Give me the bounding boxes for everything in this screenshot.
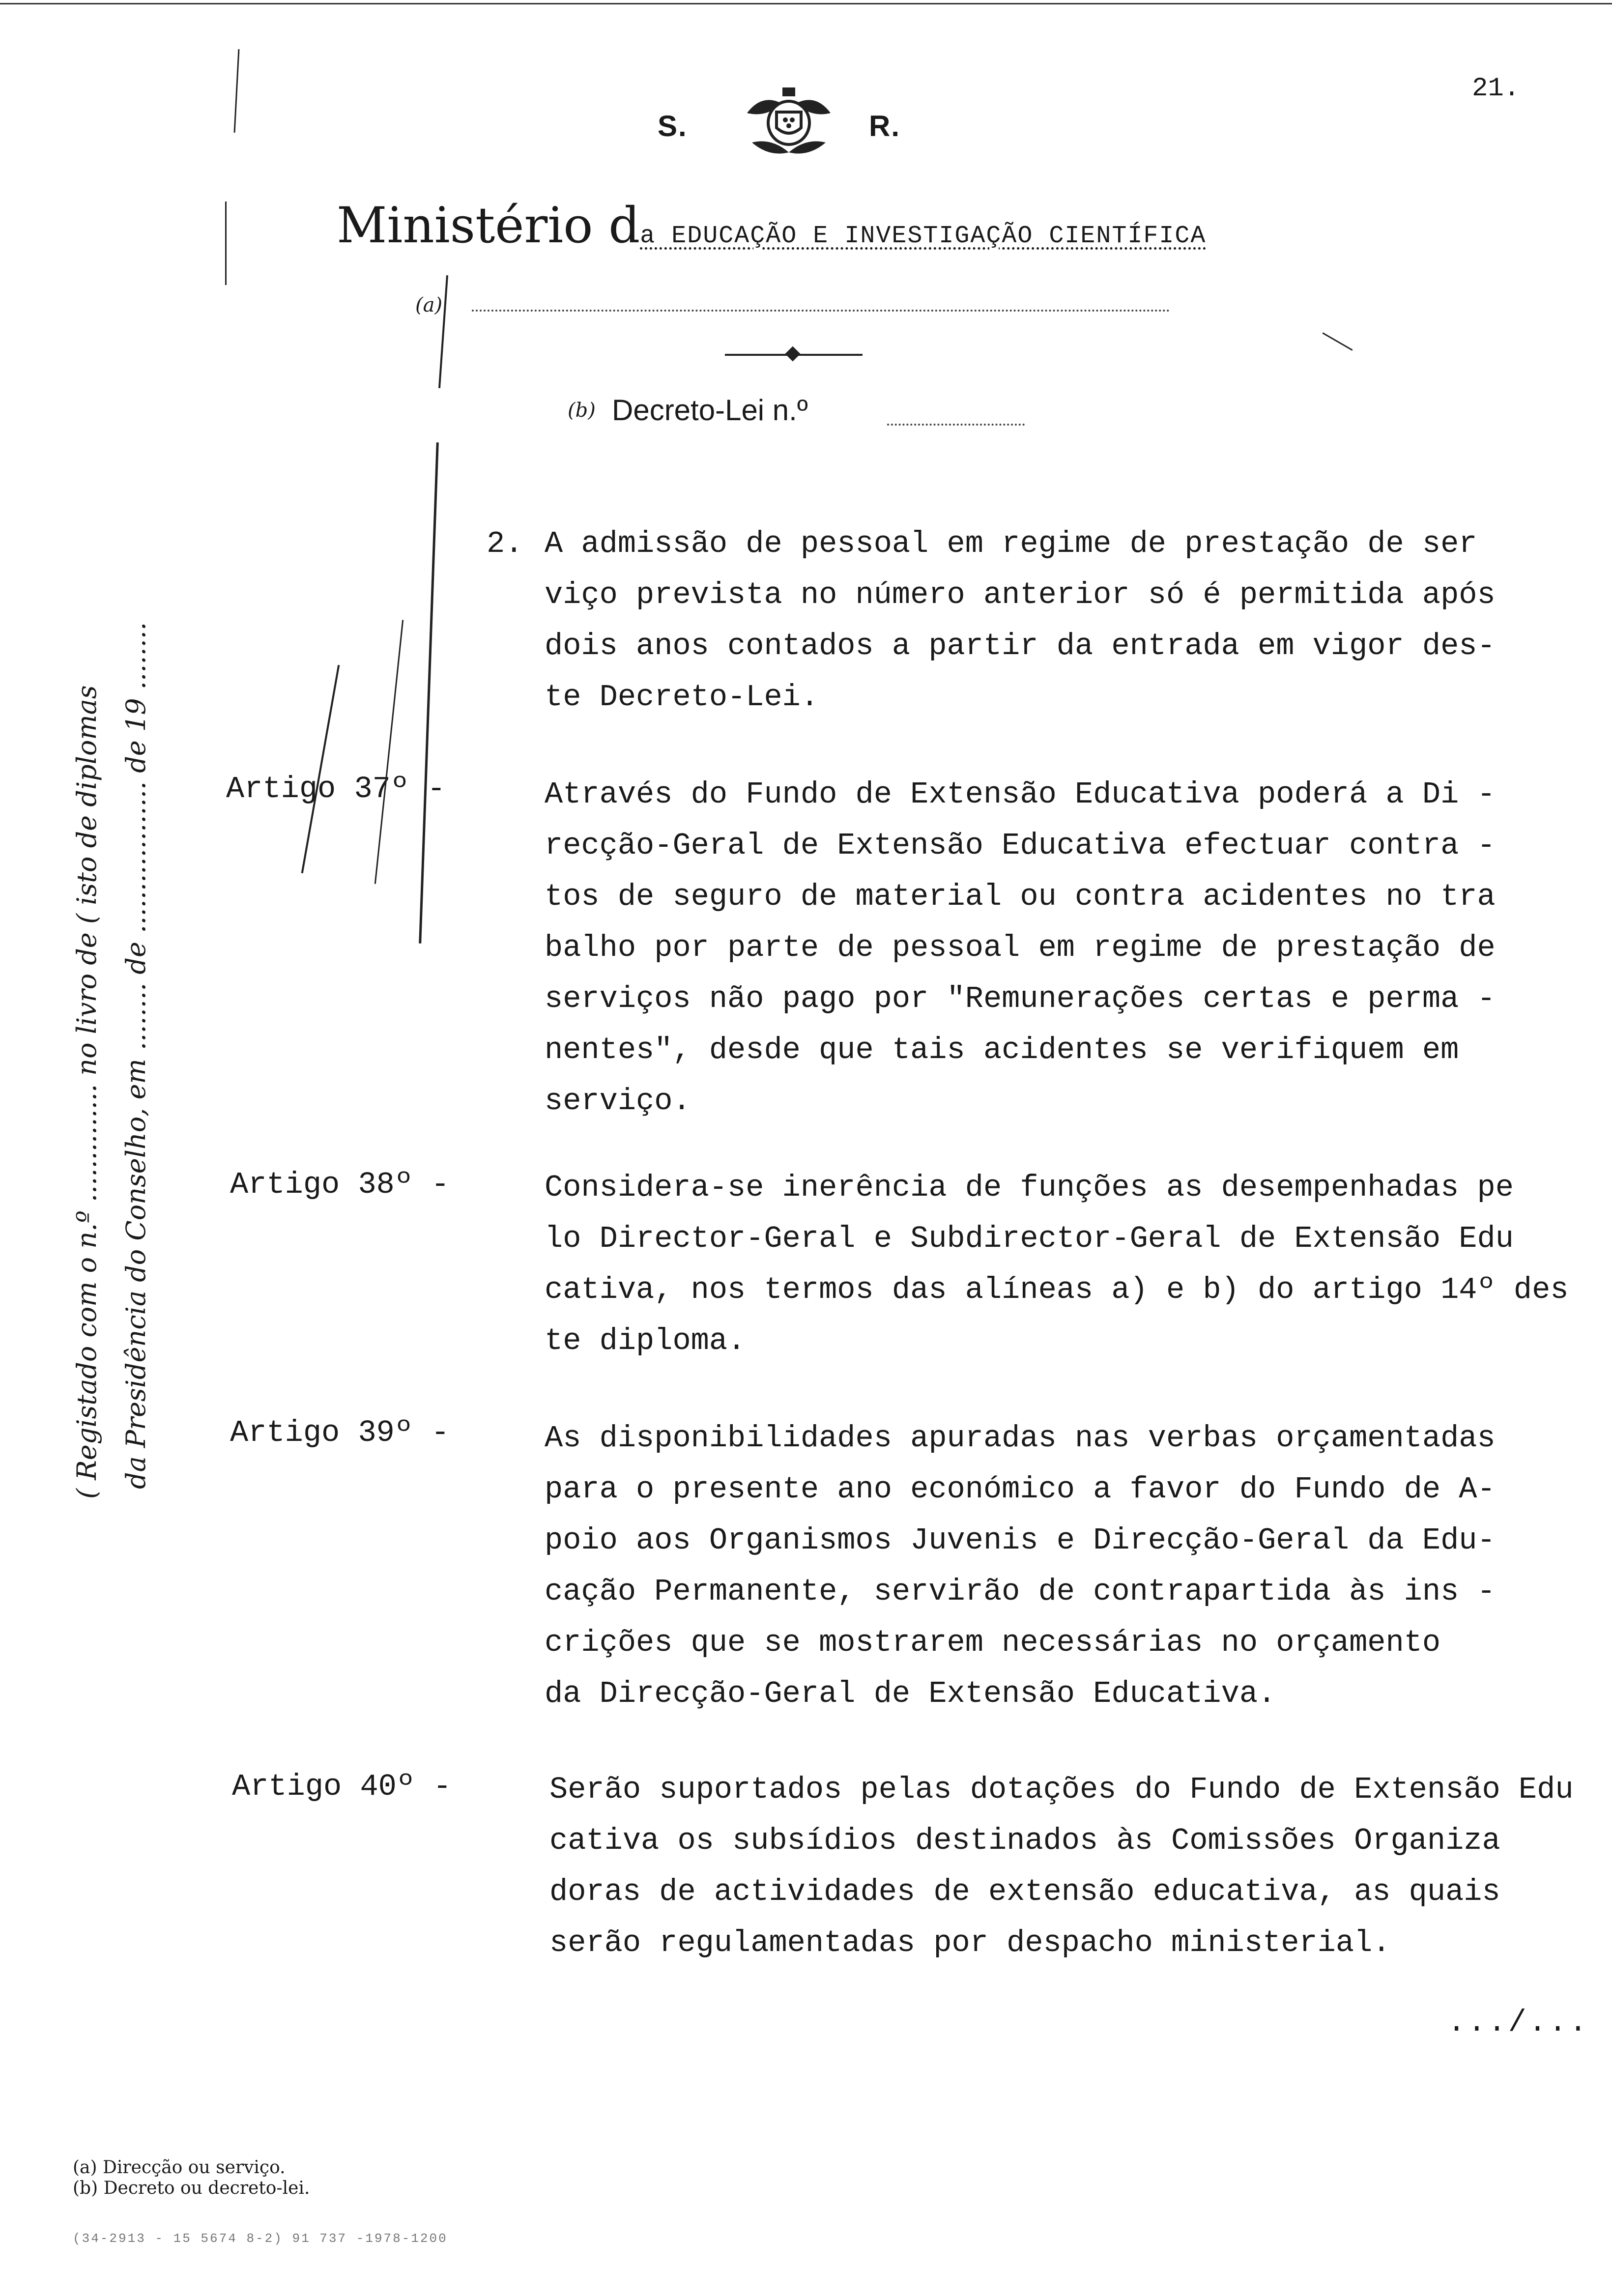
text-line: serviços não pago por "Remunerações certas e perma -: [545, 981, 1496, 1016]
text-line: poio aos Organismos Juvenis e Direcção-Geral da Edu-: [545, 1523, 1496, 1558]
text-line: te diploma.: [545, 1323, 746, 1358]
text-line: te Decreto-Lei.: [545, 680, 819, 715]
article-38-text: [545, 1162, 1569, 1367]
article-40-text: [549, 1764, 1574, 1969]
text-line: crições que se mostrarem necessárias no orçamento: [545, 1625, 1441, 1660]
text-line: dois anos contados a partir da entrada em vigor des-: [545, 629, 1496, 663]
text-line: para o presente ano económico a favor do Fundo de A-: [545, 1472, 1496, 1507]
emblem-left-text: S.: [658, 110, 688, 143]
decree-number-dotted-line: [887, 424, 1025, 426]
text-line: cativa, nos termos das alíneas a) e b) do artigo 14º des: [545, 1272, 1569, 1307]
pen-stroke-mark: [301, 665, 340, 873]
text-line: cativa os subsídios destinados às Comissões Organiza: [549, 1823, 1500, 1858]
text-line: As disponibilidades apuradas nas verbas orçamentadas: [545, 1421, 1496, 1456]
text-line: nentes", desde que tais acidentes se verifiquem em: [545, 1033, 1459, 1067]
printer-code: (34-2913 - 15 5674 8-2) 91 737 -1978-1200: [73, 2231, 448, 2246]
text-line: balho por parte de pessoal em regime de prestação de: [545, 930, 1496, 965]
article-40-label: Artigo 40º -: [232, 1769, 452, 1804]
paragraph-number: 2.: [487, 526, 523, 561]
top-rule: [0, 3, 1612, 4]
text-line: A admissão de pessoal em regime de prestação de ser: [545, 526, 1477, 561]
text-line: recção-Geral de Extensão Educativa efectuar contra -: [545, 828, 1496, 863]
text-line: lo Director-Geral e Subdirector-Geral de Extensão Edu: [545, 1221, 1514, 1256]
article-37-label: Artigo 37º -: [226, 772, 446, 806]
article-37-text: [545, 769, 1496, 1127]
text-line: serviço.: [545, 1084, 691, 1119]
field-a-dotted-line: [472, 310, 1170, 312]
pen-stroke-mark: [1322, 332, 1353, 351]
stamp-line: ( Registado com o n.º .............. no livro de ( isto de diplomas: [71, 685, 102, 1499]
coat-of-arms-icon: [737, 84, 840, 157]
pen-stroke-mark: [234, 49, 240, 133]
text-line: tos de seguro de material ou contra acidentes no tra: [545, 879, 1496, 914]
article-39-label: Artigo 39º -: [230, 1415, 450, 1450]
text-line: Através do Fundo de Extensão Educativa poderá a Di -: [545, 777, 1496, 812]
article-39-text: [545, 1413, 1496, 1720]
pen-stroke-mark: [225, 201, 227, 285]
pen-stroke-mark: [438, 275, 448, 388]
pen-stroke-mark: [374, 620, 403, 884]
stamp-line: da Presidência do Conselho, em ........ de .................. de 19 ........: [120, 622, 151, 1489]
field-a-marker: (a): [415, 294, 443, 316]
text-line: Considera-se inerência de funções as desempenhadas pe: [545, 1170, 1514, 1205]
ministry-prefix: Ministério d: [337, 197, 640, 254]
ministry-name: a EDUCAÇÃO E INVESTIGAÇÃO CIENTÍFICA: [640, 222, 1207, 250]
decree-label: Decreto-Lei n.º: [612, 394, 808, 427]
text-line: cação Permanente, servirão de contrapartida às ins -: [545, 1574, 1496, 1609]
footnote-a: (a) Direcção ou serviço.: [73, 2157, 286, 2178]
paragraph-2-text: [545, 518, 1496, 723]
page-number: 21.: [1472, 74, 1520, 104]
field-b-marker: (b): [568, 399, 596, 422]
text-line: serão regulamentadas por despacho ministerial.: [549, 1925, 1391, 1960]
continuation-mark: .../...: [1447, 2005, 1589, 2040]
text-line: viço prevista no número anterior só é permitida após: [545, 577, 1496, 612]
footnote-b: (b) Decreto ou decreto-lei.: [73, 2178, 310, 2198]
pen-stroke-mark: [419, 442, 439, 944]
text-line: doras de actividades de extensão educativa, as quais: [549, 1874, 1500, 1909]
emblem-right-text: R.: [869, 110, 900, 143]
ministry-title: [337, 197, 1206, 254]
text-line: Serão suportados pelas dotações do Fundo de Extensão Edu: [549, 1772, 1574, 1807]
article-38-label: Artigo 38º -: [230, 1167, 450, 1202]
diamond-icon: [785, 346, 800, 361]
text-line: da Direcção-Geral de Extensão Educativa.: [545, 1676, 1276, 1711]
